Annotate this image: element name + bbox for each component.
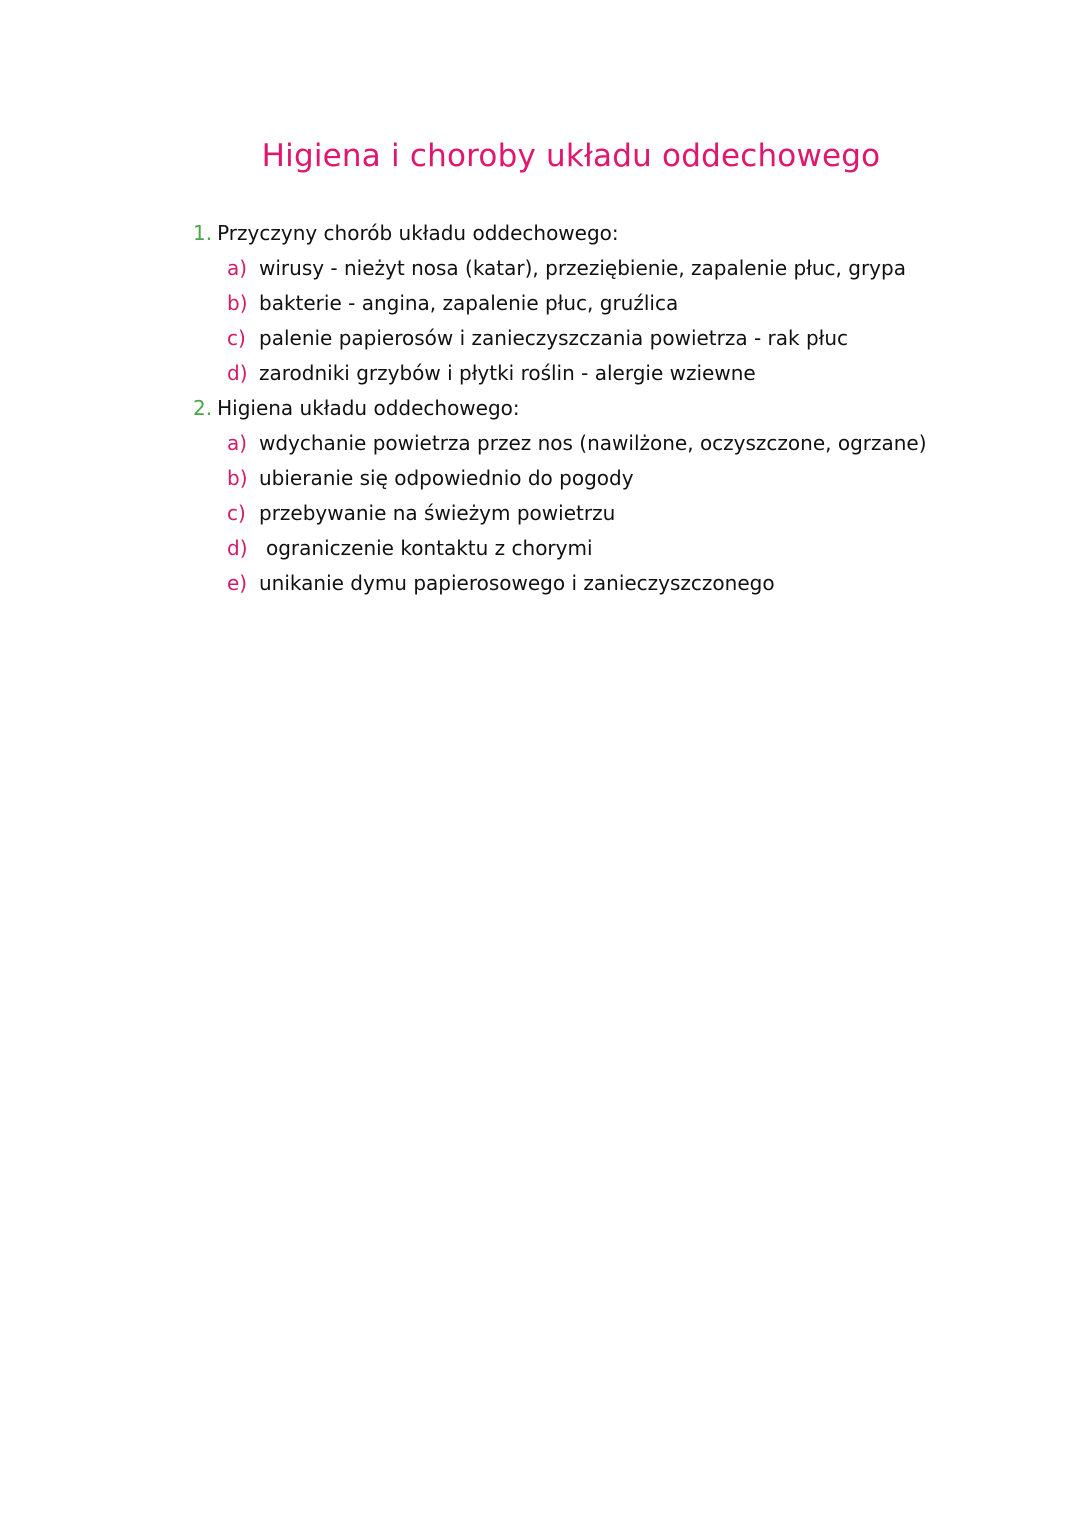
section-heading-text: Higiena układu oddechowego: [217,396,520,420]
list-item [227,356,1053,391]
list-item [227,426,1053,461]
page-title: Higiena i choroby układu oddechowego [261,138,881,174]
section-heading [193,216,1053,251]
section-heading-text: Przyczyny chorób układu oddechowego: [217,221,619,245]
section-causes [193,216,1053,391]
document-content [193,216,1053,601]
item-text: przebywanie na świeżym powietrzu [259,501,616,525]
item-letter: e) [227,571,248,595]
item-letter: b) [227,466,248,490]
item-text: palenie papierosów i zanieczyszczania powietrza - rak płuc [259,326,849,350]
list-item [227,496,1053,531]
hygiene-list [193,426,1053,601]
list-item [227,286,1053,321]
list-item [227,461,1053,496]
item-letter: b) [227,291,248,315]
item-text: wirusy - nieżyt nosa (katar), przeziębienie, zapalenie płuc, grypa [259,256,906,280]
item-text: ograniczenie kontaktu z chorymi [266,536,593,560]
item-text: unikanie dymu papierosowego i zanieczyszczonego [259,571,775,595]
item-text: wdychanie powietrza przez nos (nawilżone, oczyszczone, ogrzane) [259,431,927,455]
item-text: bakterie - angina, zapalenie płuc, gruźlica [259,291,679,315]
item-letter: a) [227,256,248,280]
list-item [227,321,1053,356]
list-item [227,251,1053,286]
section-hygiene [193,391,1053,601]
item-text: ubieranie się odpowiednio do pogody [259,466,634,490]
causes-list [193,251,1053,391]
item-letter: c) [227,326,246,350]
item-letter: d) [227,361,248,385]
list-item [227,531,1053,566]
section-number: 1. [193,221,213,245]
section-heading [193,391,1053,426]
item-letter: c) [227,501,246,525]
item-letter: a) [227,431,248,455]
item-text: zarodniki grzybów i płytki roślin - alergie wziewne [259,361,756,385]
list-item [227,566,1053,601]
section-number: 2. [193,396,213,420]
item-letter: d) [227,536,248,560]
